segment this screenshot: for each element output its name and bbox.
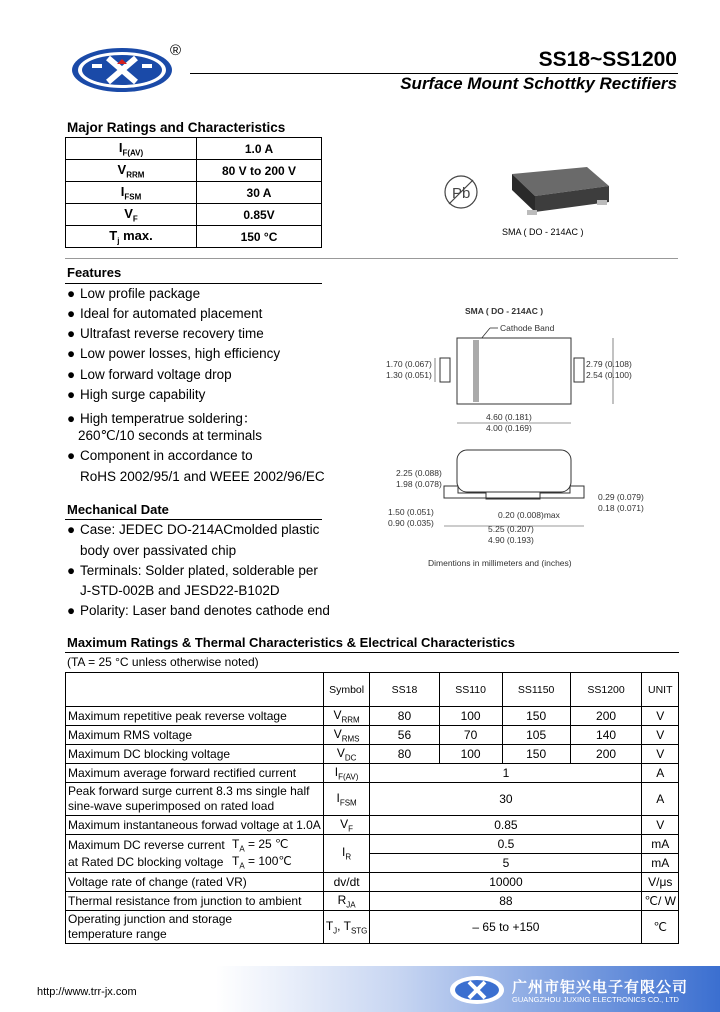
major-value: 150 °C	[197, 226, 322, 248]
row-symbol: dv/dt	[323, 873, 370, 892]
major-ratings-table	[65, 137, 322, 248]
row-value: 150	[502, 707, 570, 726]
dim-label: 0.29 (0.079)	[598, 492, 644, 502]
header-ss1200: SS1200	[570, 673, 642, 707]
row-symbol: $V_{RMS}$	[323, 726, 370, 745]
major-ratings-title: Major Ratings and Characteristics	[67, 120, 286, 135]
footer-logo	[448, 974, 506, 1006]
dim-label: 0.90 (0.035)	[388, 518, 434, 528]
ratings-note: (TA = 25 °C unless otherwise noted)	[67, 655, 259, 669]
row-value: – 65 to +150	[370, 911, 642, 944]
dim-label: 5.25 (0.207)	[488, 524, 534, 534]
row-value: 10000	[370, 873, 642, 892]
row-symbol: $V_F$	[323, 816, 370, 835]
pb-free-icon: Pb	[452, 185, 471, 202]
feature-continuation: 260℃/10 seconds at terminals	[78, 428, 263, 443]
table-row	[66, 816, 679, 835]
footer-company-en: GUANGZHOU JUXING ELECTRONICS CO., LTD	[512, 995, 679, 1004]
table-row	[66, 764, 679, 783]
header-unit: UNIT	[642, 673, 679, 707]
row-value: 100	[439, 707, 502, 726]
row-value: 70	[439, 726, 502, 745]
dim-label: 0.20 (0.008)max	[498, 510, 560, 520]
row-unit: V/μs	[642, 873, 679, 892]
row-value: 88	[370, 892, 642, 911]
row-description: Thermal resistance from junction to ambient	[66, 892, 324, 911]
row-unit: V	[642, 816, 679, 835]
feature-item: ● Ideal for automated placement	[67, 306, 263, 321]
major-symbol: $I_{F(AV)}$	[66, 138, 197, 160]
row-symbol: $V_{DC}$	[323, 745, 370, 764]
header-ss18: SS18	[370, 673, 439, 707]
row-unit: mA	[642, 835, 679, 854]
feature-item: ● Low power losses, high efficiency	[67, 346, 281, 361]
registered-mark: ®	[170, 42, 182, 59]
row-description: Voltage rate of change (rated VR)	[66, 873, 324, 892]
row-symbol: $R_{JA}$	[323, 892, 370, 911]
row-symbol: $I_{FSM}$	[323, 783, 370, 816]
major-symbol: $T_j$ max.	[66, 226, 197, 248]
feature-item: ● Component in accordance to	[67, 448, 253, 463]
header-ss110: SS110	[439, 673, 502, 707]
dim-label: 1.50 (0.051)	[388, 507, 434, 517]
row-unit: mA	[642, 854, 679, 873]
mechanical-title: Mechanical Date	[67, 502, 169, 517]
dim-label: 1.30 (0.051)	[386, 370, 432, 380]
row-unit: V	[642, 745, 679, 764]
row-description: Peak forward surge current 8.3 ms single half sine-wave superimposed on rated load	[66, 783, 324, 816]
dim-label: 2.25 (0.088)	[396, 468, 442, 478]
feature-item: ● High surge capability	[67, 387, 206, 402]
mechanical-continuation: J-STD-002B and JESD22-B102D	[80, 583, 280, 598]
condition-100: $T_A$ = 100℃	[232, 854, 292, 871]
table-row	[66, 911, 679, 944]
row-description: Maximum repetitive peak reverse voltage	[66, 707, 324, 726]
row-description: Maximum instantaneous forwad voltage at 1.0A	[66, 816, 324, 835]
row-value: 5	[370, 854, 642, 873]
feature-item: ● Low forward voltage drop	[67, 367, 232, 382]
dim-label: 0.18 (0.071)	[598, 503, 644, 513]
ratings-title: Maximum Ratings & Thermal Characteristics & Electrical Characteristics	[67, 635, 515, 650]
table-row	[66, 873, 679, 892]
feature-item: ● High temperatrue soldering：	[67, 411, 257, 426]
row-value: 1	[370, 764, 642, 783]
row-unit: A	[642, 783, 679, 816]
brand-logo	[70, 46, 182, 94]
units-note: Dimentions in millimeters and (inches)	[428, 558, 572, 568]
header-symbol: Symbol	[323, 673, 370, 707]
dim-label: 4.60 (0.181)	[486, 412, 532, 422]
major-value: 0.85V	[197, 204, 322, 226]
features-title: Features	[67, 265, 122, 280]
feature-item: ● Ultrafast reverse recovery time	[67, 326, 264, 341]
subtitle: Surface Mount Schottky Rectifiers	[400, 74, 677, 93]
row-description: Operating junction and storage temperature range	[66, 911, 324, 944]
row-description: Maximum RMS voltage	[66, 726, 324, 745]
part-range-title: SS18~SS1200	[538, 48, 677, 71]
table-row	[66, 835, 679, 854]
header-ss1150: SS1150	[502, 673, 570, 707]
dim-label: 4.00 (0.169)	[486, 423, 532, 433]
dim-label: 4.90 (0.193)	[488, 535, 534, 545]
row-unit: ℃	[642, 911, 679, 944]
row-unit: V	[642, 726, 679, 745]
dim-label: 2.79 (0.108)	[586, 359, 632, 369]
row-value: 56	[370, 726, 439, 745]
major-row	[66, 182, 322, 204]
feature-continuation: RoHS 2002/95/1 and WEEE 2002/96/EC	[80, 469, 325, 484]
feature-item: ● Low profile package	[67, 286, 201, 301]
row-value: 150	[502, 745, 570, 764]
dim-label: 1.70 (0.067)	[386, 359, 432, 369]
ratings-rule	[65, 652, 679, 653]
dim-label: 2.54 (0.100)	[586, 370, 632, 380]
dim-label: 1.98 (0.078)	[396, 479, 442, 489]
row-value: 0.5	[370, 835, 642, 854]
row-description: Maximum DC blocking voltage	[66, 745, 324, 764]
row-unit: V	[642, 707, 679, 726]
major-value: 80 V to 200 V	[197, 160, 322, 182]
table-row	[66, 745, 679, 764]
row-value: 100	[439, 745, 502, 764]
mechanical-item: ● Polarity: Laser band denotes cathode end	[67, 603, 330, 618]
table-row	[66, 783, 679, 816]
features-rule	[65, 283, 322, 284]
row-symbol: $I_R$	[323, 835, 370, 873]
mechanical-item: ● Terminals: Solder plated, solderable per	[67, 563, 318, 578]
major-row	[66, 226, 322, 248]
row-value: 200	[570, 707, 642, 726]
mechanical-item: ● Case: JEDEC DO-214ACmolded plastic	[67, 522, 320, 537]
section-rule	[65, 258, 678, 259]
row-value: 80	[370, 707, 439, 726]
row-symbol: $I_{F(AV)}$	[323, 764, 370, 783]
cathode-band-label: Cathode Band	[500, 323, 555, 333]
condition-25: $T_A = 25$ ℃	[232, 837, 289, 854]
row-value: 105	[502, 726, 570, 745]
package-photo	[437, 162, 617, 222]
footer-company-cn: 广州市钜兴电子有限公司	[512, 979, 689, 996]
major-symbol: $I_{FSM}$	[66, 182, 197, 204]
ratings-table	[65, 672, 679, 944]
row-symbol: $V_{RRM}$	[323, 707, 370, 726]
major-value: 1.0 A	[197, 138, 322, 160]
major-symbol: $V_{RRM}$	[66, 160, 197, 182]
footer-url[interactable]: http://www.trr-jx.com	[37, 986, 137, 998]
major-value: 30 A	[197, 182, 322, 204]
table-row	[66, 892, 679, 911]
row-value: 80	[370, 745, 439, 764]
row-unit: A	[642, 764, 679, 783]
major-row	[66, 160, 322, 182]
drawing-title: SMA ( DO - 214AC )	[465, 306, 544, 316]
row-symbol: $T_J$, $T_{STG}$	[323, 911, 370, 944]
major-symbol: $V_F$	[66, 204, 197, 226]
table-row	[66, 726, 679, 745]
mechanical-continuation: body over passivated chip	[80, 543, 237, 558]
major-row	[66, 138, 322, 160]
header-blank	[66, 673, 324, 707]
table-header-row	[66, 673, 679, 707]
row-value: 200	[570, 745, 642, 764]
major-row	[66, 204, 322, 226]
package-dimension-drawing	[380, 300, 680, 575]
table-row	[66, 707, 679, 726]
row-value: 140	[570, 726, 642, 745]
row-value: 0.85	[370, 816, 642, 835]
row-description: Maximum DC reverse current at Rated DC blocking voltage $T_A = 25$ ℃ $T_A$ = 100℃	[66, 835, 324, 873]
row-description: Maximum average forward rectified current	[66, 764, 324, 783]
row-unit: ℃/ W	[642, 892, 679, 911]
package-label: SMA ( DO - 214AC )	[502, 227, 584, 237]
row-value: 30	[370, 783, 642, 816]
mechanical-rule	[65, 519, 322, 520]
